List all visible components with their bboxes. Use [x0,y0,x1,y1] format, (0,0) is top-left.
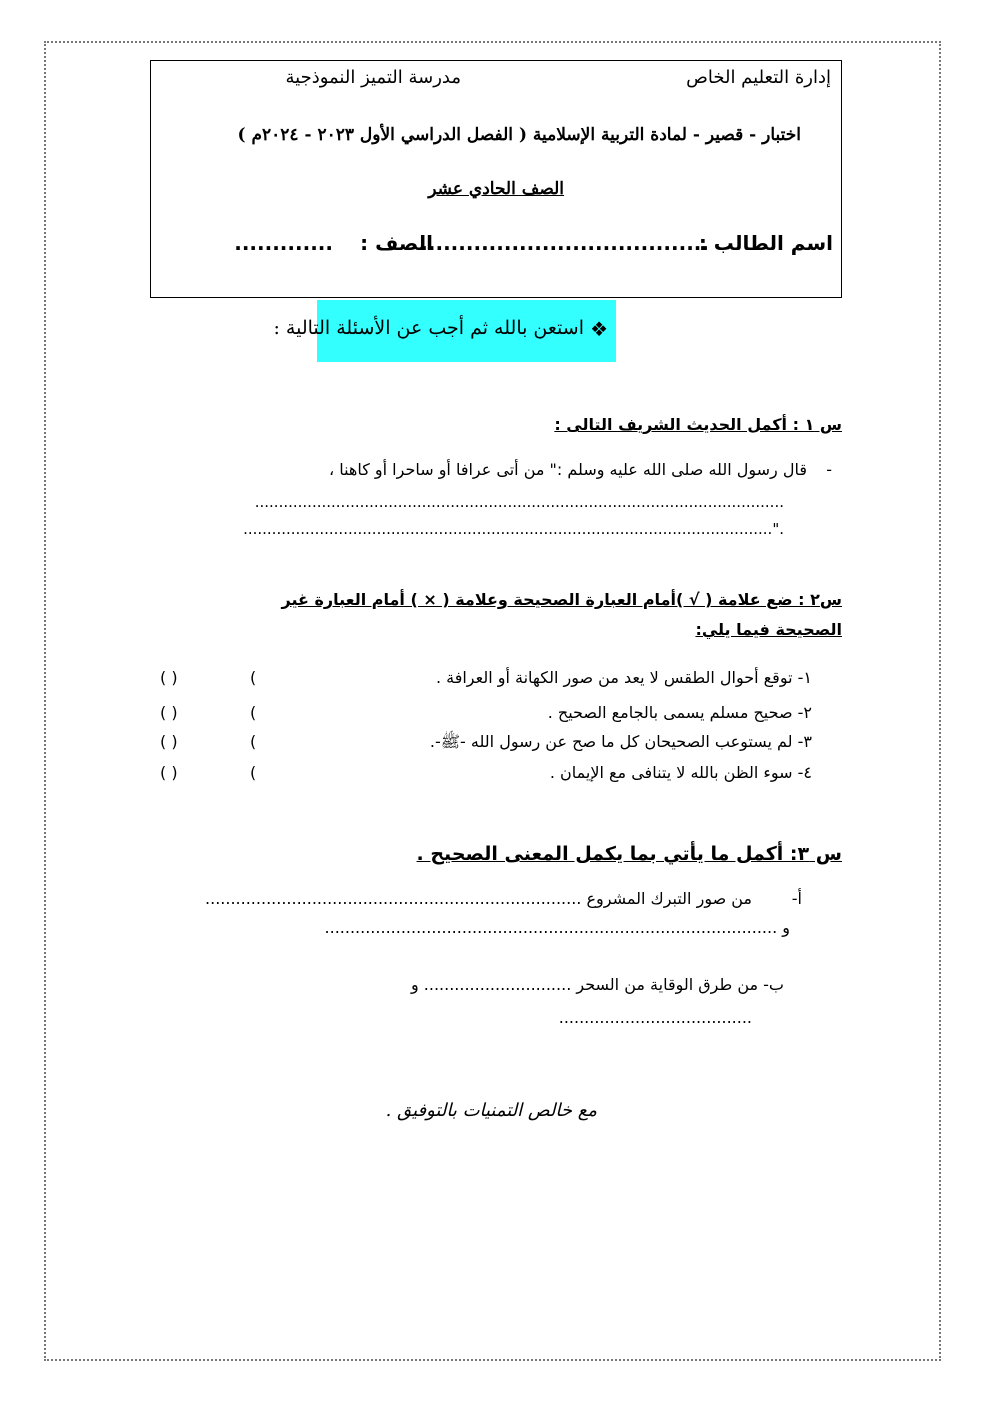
q1-title: س ١ : أكمل الحديث الشريف التالى : [554,415,842,434]
exam-title: اختبار - قصير - لمادة التربية الإسلامية ( الفصل الدراسي الأول ٢٠٢٣ - ٢٠٢٤م ) [237,125,801,145]
q2-inner-paren-3: ( [250,732,257,751]
class-label: الصف : [360,231,433,255]
class-field[interactable]: ............. [234,231,333,255]
school-name: مدرسة التميز النموذجية [285,67,461,88]
exam-header [150,60,842,298]
q3-a-text[interactable]: من صور التبرك المشروع .......................................................................... [205,889,752,908]
q3-b-continuation[interactable]: ...................................... [558,1008,752,1027]
student-name-field[interactable]: ...................................... [420,231,709,255]
q2-answer-box-3[interactable]: ( ) [160,732,178,751]
banner-text: استعن بالله ثم أجب عن الأسئلة التالية : [273,317,584,339]
q2-inner-paren-2: ( [250,703,257,722]
q2-item-1: ١- توقع أحوال الطقس لا يعد من صور الكهانة أو العرافة . [435,668,812,687]
q2-inner-paren-1: ( [250,668,257,687]
banner-bullet: ❖ [590,317,608,341]
q3-b-text[interactable]: ب- من طرق الوقاية من السحر ............................. و [410,975,784,994]
q2-item-4: ٤- سوء الظن بالله لا يتنافى مع الإيمان . [549,763,812,782]
instruction-banner [273,300,616,362]
student-name-label: اسم الطالب : [698,231,833,255]
admin-name: إدارة التعليم الخاص [686,67,831,88]
q3-a-continuation[interactable]: و ......................................................................................... [324,918,790,937]
q2-answer-box-1[interactable]: ( ) [160,668,178,687]
q2-item-2: ٢- صحيح مسلم يسمى بالجامع الصحيح . [547,703,812,722]
q2-inner-paren-4: ( [250,763,257,782]
q1-answer-line-1[interactable]: ............................................................................................................... [254,493,784,511]
closing-wishes: مع خالص التمنيات بالتوفيق . [385,1100,597,1121]
q3-title: س ٣: أكمل ما يأتي بما يكمل المعنى الصحيح . [416,843,842,865]
q2-item-3: ٣- لم يستوعب الصحيحان كل ما صح عن رسول الله -ﷺ-. [429,732,812,751]
q2-title-line1: س٢ : ضع علامة ( √ )أمام العبارة الصحيحة وعلامة ( × ) أمام العبارة غير [281,590,842,609]
q3-a-label: أ- [791,889,802,908]
q1-answer-line-2[interactable]: ."............................................................................................................... [243,520,784,538]
q2-answer-box-2[interactable]: ( ) [160,703,178,722]
q1-hadith-text: قال رسول الله صلى الله عليه وسلم :" من أتى عرافا أو ساحرا أو كاهنا ، [328,460,807,479]
q2-title-line2: الصحيحة فيما يلي: [695,620,842,639]
q2-answer-box-4[interactable]: ( ) [160,763,178,782]
q1-dash: - [826,460,832,479]
grade-title: الصف الحادي عشر [428,179,564,199]
